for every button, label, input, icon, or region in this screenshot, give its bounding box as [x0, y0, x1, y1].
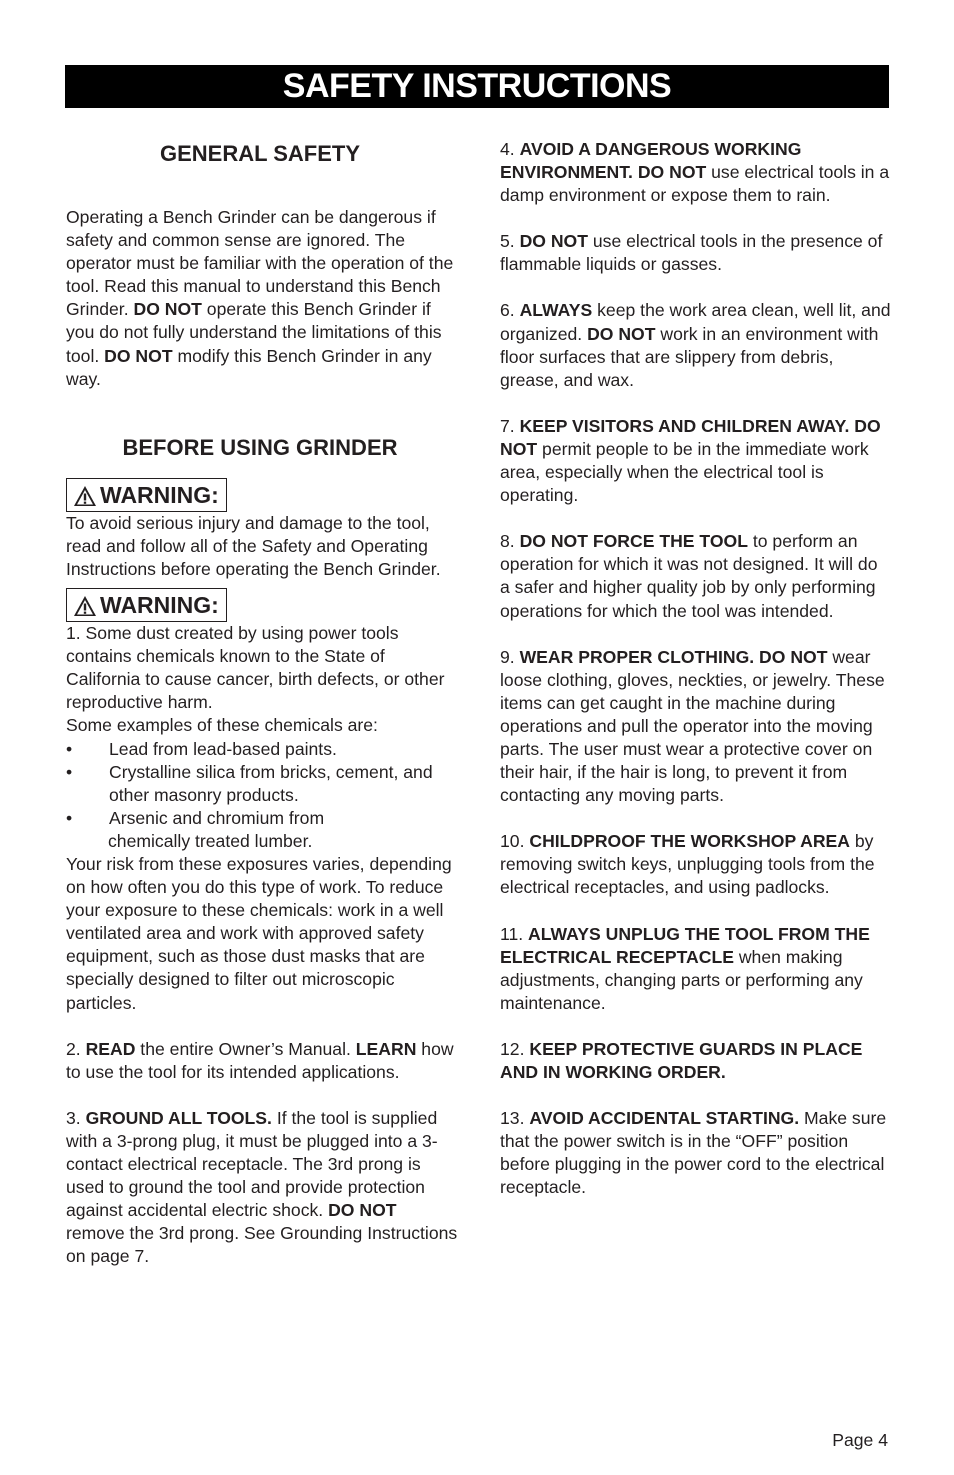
item-13: 13. AVOID ACCIDENTAL STARTING. Make sure that the power switch is in the “OFF” position before plugging in the power cord to the electrical receptacle. [500, 1108, 887, 1198]
examples-intro: Some examples of these chemicals are: [66, 715, 378, 736]
item-3: 3. GROUND ALL TOOLS. If the tool is supplied with a 3-prong plug, it must be plugged into a 3-contact electrical receptacle. The 3rd prong is used to ground the tool and provide protection against accidental electric shock. DO NOT remove the 3rd prong. See Grounding Instructions on page 7. [66, 1107, 458, 1267]
before-using-heading: BEFORE USING GRINDER [122, 434, 398, 460]
item-1-text: 1. Some dust created by using power tools contains chemicals known to the State of California to cause cancer, birth defects, or other reproductive harm. [66, 623, 445, 713]
item-9: 9. WEAR PROPER CLOTHING. DO NOT wear loose clothing, gloves, neckties, or jewelry. These items can get caught in the machine during operations and pull the operator into the moving parts. The user must wear a protective cover on their hair, if the hair is long, to prevent it from contacting any moving parts. [500, 646, 885, 806]
bullet-item: • Lead from lead-based paints. [66, 738, 458, 761]
item-8: 8. DO NOT FORCE THE TOOL to perform an operation for which it was not designed. It will do a safer and higher quality job by only performing operations for which the tool was intended. [500, 531, 878, 621]
item-5: 5. DO NOT use electrical tools in the presence of flammable liquids or gasses. [500, 231, 883, 275]
right-column [500, 138, 892, 1199]
bullet-item: • Crystalline silica from bricks, cement, and other masonry products. [66, 761, 458, 807]
exposure-risk-text: Your risk from these exposures varies, depending on how often you do this type of work. To reduce your exposure to these chemicals: work in a well ventilated area and work with approved safety equipment, such as those dust masks that are specially designed to filter out microscopic particles. [66, 853, 452, 1013]
bullet-icon: • [66, 738, 73, 759]
warning-box-1 [66, 478, 227, 512]
warning-label: WARNING: [100, 481, 219, 508]
left-column [66, 138, 458, 1268]
item-2: 2. READ the entire Owner’s Manual. LEARN how to use the tool for its intended applications. [66, 1038, 454, 1082]
general-safety-paragraph: Operating a Bench Grinder can be dangerous if safety and common sense are ignored. The operator must be familiar with the operation of the tool. Read this manual to understand this Bench Grinder. DO NOT operate this Bench Grinder if you do not fully understand the limitations of this tool. DO NOT modify this Bench Grinder in any way. [66, 207, 454, 389]
warning-1-text: To avoid serious injury and damage to the tool, read and follow all of the Safety and Operating Instructions before operating the Bench Grinder. [66, 512, 441, 579]
item-10: 10. CHILDPROOF THE WORKSHOP AREA by removing switch keys, unplugging tools from the electrical receptacles, and using padlocks. [500, 831, 875, 898]
bullet-continuation: chemically treated lumber. [108, 830, 313, 851]
bullet-icon: • [66, 761, 73, 782]
item-11: 11. ALWAYS UNPLUG THE TOOL FROM THE ELECTRICAL RECEPTACLE when making adjustments, changing parts or performing any maintenance. [500, 923, 870, 1013]
warning-triangle-icon [73, 485, 97, 507]
bullet-item: • Arsenic and chromium from [66, 807, 458, 830]
general-safety-heading: GENERAL SAFETY [159, 141, 361, 166]
bullet-icon: • [66, 807, 73, 828]
warning-box-2 [66, 588, 227, 622]
warning-label: WARNING: [100, 592, 219, 619]
item-4: 4. AVOID A DANGEROUS WORKING ENVIRONMENT. DO NOT use electrical tools in a damp environment or expose them to rain. [500, 139, 890, 206]
warning-triangle-icon [73, 595, 97, 617]
item-12: 12. KEEP PROTECTIVE GUARDS IN PLACE AND IN WORKING ORDER. [500, 1038, 863, 1082]
item-6: 6. ALWAYS keep the work area clean, well lit, and organized. DO NOT work in an environment with floor surfaces that are slippery from debris, grease, and wax. [500, 300, 891, 390]
page-title: SAFETY INSTRUCTIONS [65, 65, 889, 108]
item-7: 7. KEEP VISITORS AND CHILDREN AWAY. DO NOT permit people to be in the immediate work area, especially when the electrical tool is operating. [500, 415, 881, 506]
page-number: Page 4 [832, 1430, 888, 1450]
